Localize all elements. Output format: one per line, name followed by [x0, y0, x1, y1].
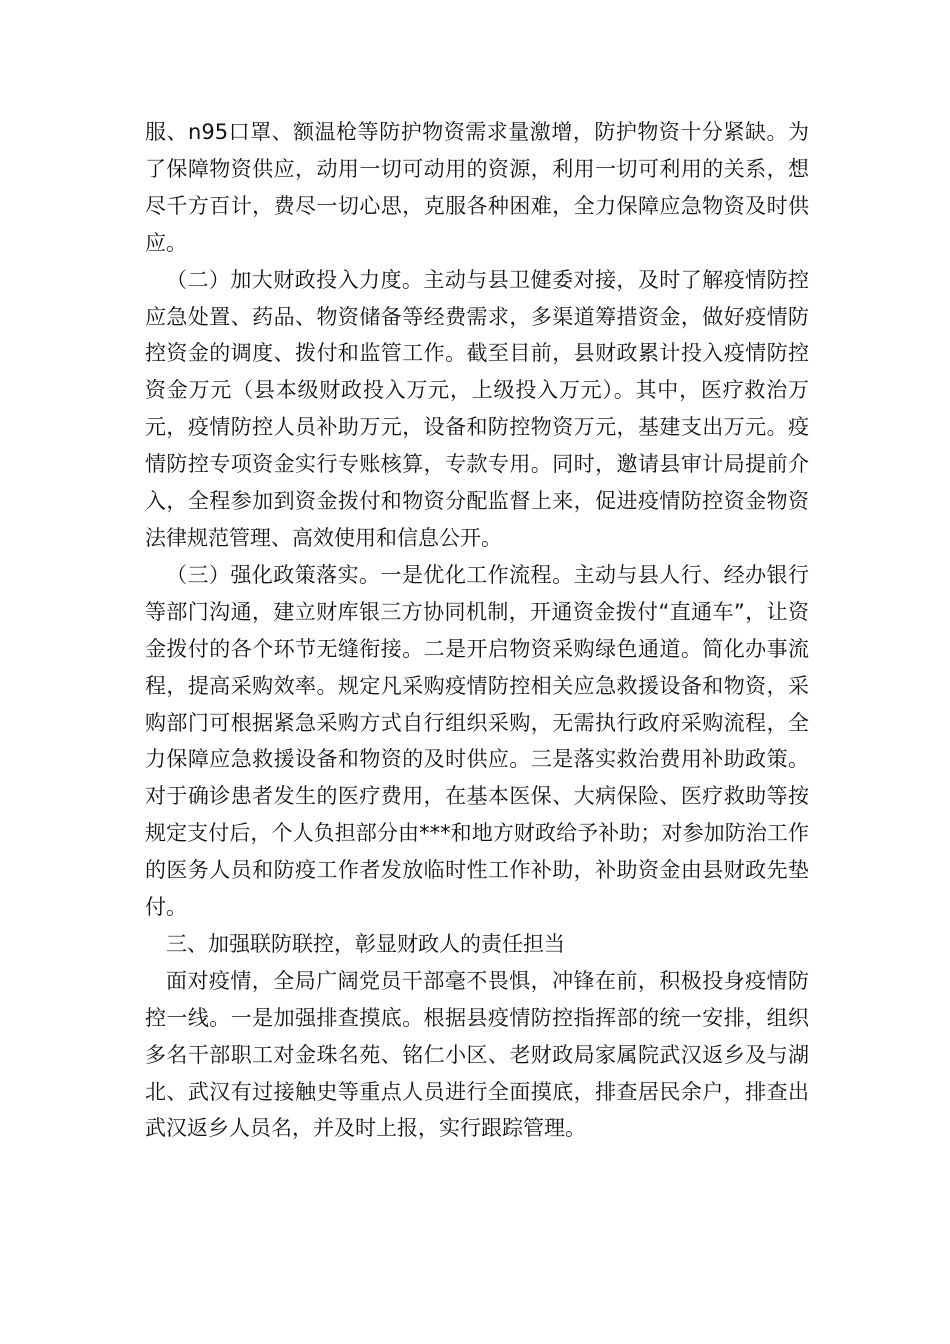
paragraph-joint-prevention: 面对疫情，全局广阔党员干部毫不畏惧，冲锋在前，积极投身疫情防控一线。一是加强排查摸底。根据县疫情防控指挥部的统一安排，组织多名干部职工对金珠名苑、铭仁小区、老财政局家属院武汉返乡及与湖北、武汉有过接触史等重点人员进行全面摸底，排查居民余户，排查出武汉返乡人员名，并及时上报，实行跟踪管理。: [145, 968, 809, 1141]
paragraph-fiscal-investment: （二）加大财政投入力度。主动与县卫健委对接，及时了解疫情防控应急处置、药品、物资储备等经费需求，多渠道筹措资金，做好疫情防控资金的调度、拨付和监管工作。截至目前，县财政累计投入疫情防控资金万元（县本级财政投入万元，上级投入万元）。其中，医疗救治万元，疫情防控人员补助万元，设备和防控物资万元，基建支出万元。疫情防控专项资金实行专账核算，专款专用。同时，邀请县审计局提前介入，全程参加到资金拨付和物资分配监督上来，促进疫情防控资金物资法律规范管理、高效使用和信息公开。: [145, 267, 809, 550]
section-heading-joint-prevention: 三、加强联防联控，彰显财政人的责任担当: [166, 931, 565, 956]
paragraph-supplies-continued: 服、n95口罩、额温枪等防护物资需求量激增，防护物资十分紧缺。为了保障物资供应，动用一切可动用的资源，利用一切可利用的关系，想尽千方百计，费尽一切心思，克服各种困难，全力保障应急物资及时供应。: [145, 120, 809, 255]
paragraph-policy-implementation: （三）强化政策落实。一是优化工作流程。主动与县人行、经办银行等部门沟通，建立财库银三方协同机制，开通资金拨付“直通车”，让资金拨付的各个环节无缝衔接。二是开启物资采购绿色通道。简化办事流程，提高采购效率。规定凡采购疫情防控相关应急救援设备和物资，采购部门可根据紧急采购方式自行组织采购，无需执行政府采购流程，全力保障应急救援设备和物资的及时供应。三是落实救治费用补助政策。对于确诊患者发生的医疗费用，在基本医保、大病保险、医疗救助等按规定支付后，个人负担部分由***和地方财政给予补助；对参加防治工作的医务人员和防疫工作者发放临时性工作补助，补助资金由县财政先垫付。: [145, 562, 809, 920]
document-body: [145, 114, 809, 1147]
